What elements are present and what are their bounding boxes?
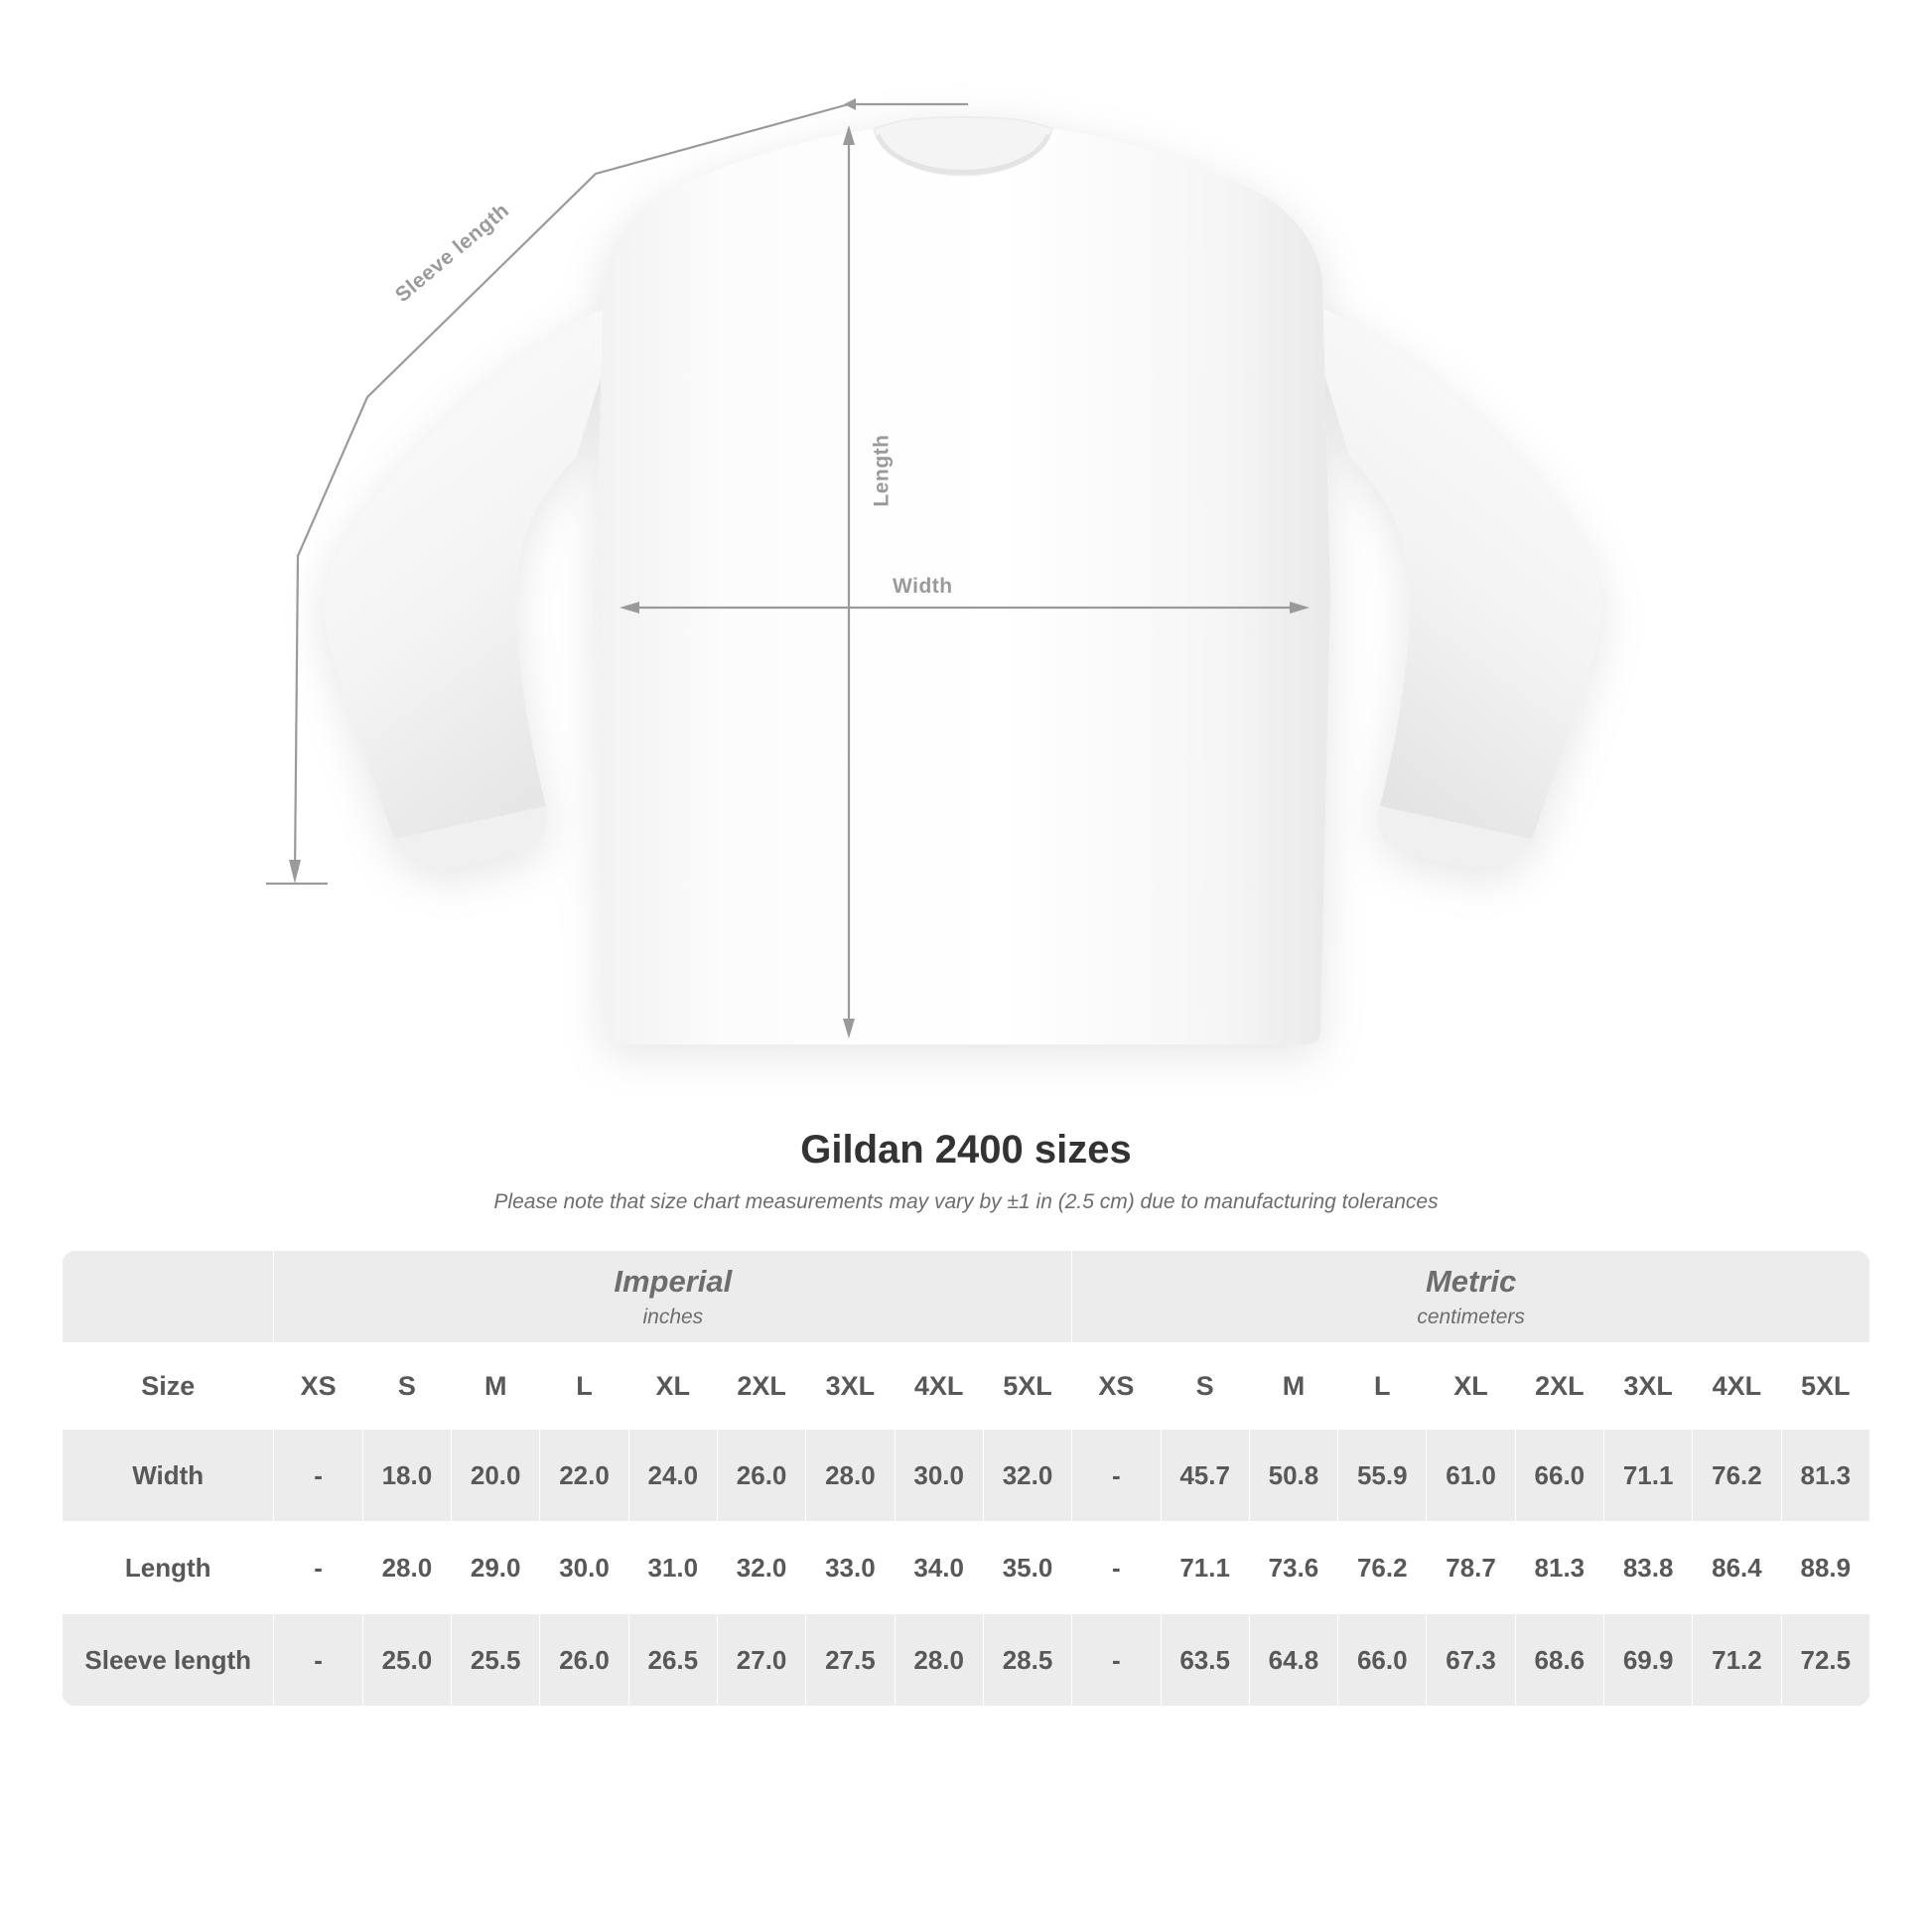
table-row bbox=[63, 1430, 1870, 1522]
size-col-imperial-xl: XL bbox=[628, 1343, 717, 1430]
sleeve-length-label: Sleeve length bbox=[390, 199, 514, 308]
tolerance-note: Please note that size chart measurements may vary by ±1 in (2.5 cm) due to manufacturing tolerances bbox=[493, 1190, 1439, 1213]
size-col-imperial-l: L bbox=[540, 1343, 628, 1430]
size-table-wrap bbox=[62, 1250, 1870, 1707]
size-table bbox=[62, 1250, 1870, 1707]
size-col-imperial-2xl: 2XL bbox=[717, 1343, 805, 1430]
cell-length-imperial-4xl: 34.0 bbox=[895, 1522, 983, 1614]
cell-length-imperial-3xl: 33.0 bbox=[806, 1522, 895, 1614]
cell-length-imperial-l: 30.0 bbox=[540, 1522, 628, 1614]
unit-metric-name: Metric bbox=[1425, 1264, 1517, 1299]
page-title: Gildan 2400 sizes bbox=[800, 1128, 1132, 1172]
cell-width-imperial-xs: - bbox=[274, 1430, 362, 1522]
cell-sleeve-metric-xl: 67.3 bbox=[1427, 1614, 1515, 1707]
size-col-metric-xs: XS bbox=[1072, 1343, 1161, 1430]
size-col-imperial-xs: XS bbox=[274, 1343, 362, 1430]
length-label: Length bbox=[870, 434, 894, 507]
row-label-width: Width bbox=[63, 1430, 274, 1522]
unit-group-metric bbox=[1072, 1251, 1870, 1343]
cell-length-metric-2xl: 81.3 bbox=[1515, 1522, 1603, 1614]
size-header-row bbox=[63, 1343, 1870, 1430]
cell-sleeve-metric-5xl: 72.5 bbox=[1781, 1614, 1869, 1707]
size-col-metric-s: S bbox=[1161, 1343, 1249, 1430]
cell-length-imperial-s: 28.0 bbox=[362, 1522, 451, 1614]
cell-length-imperial-2xl: 32.0 bbox=[717, 1522, 805, 1614]
cell-length-metric-xs: - bbox=[1072, 1522, 1161, 1614]
unit-group-imperial bbox=[274, 1251, 1072, 1343]
cell-sleeve-metric-2xl: 68.6 bbox=[1515, 1614, 1603, 1707]
cell-sleeve-imperial-s: 25.0 bbox=[362, 1614, 451, 1707]
cell-length-imperial-xl: 31.0 bbox=[628, 1522, 717, 1614]
cell-width-metric-2xl: 66.0 bbox=[1515, 1430, 1603, 1522]
cell-length-metric-5xl: 88.9 bbox=[1781, 1522, 1869, 1614]
cell-length-imperial-m: 29.0 bbox=[452, 1522, 540, 1614]
cell-width-imperial-xl: 24.0 bbox=[628, 1430, 717, 1522]
cell-width-imperial-5xl: 32.0 bbox=[983, 1430, 1071, 1522]
cell-sleeve-imperial-l: 26.0 bbox=[540, 1614, 628, 1707]
unit-imperial-sub: inches bbox=[642, 1306, 704, 1328]
cell-width-metric-5xl: 81.3 bbox=[1781, 1430, 1869, 1522]
cell-width-imperial-2xl: 26.0 bbox=[717, 1430, 805, 1522]
cell-sleeve-imperial-4xl: 28.0 bbox=[895, 1614, 983, 1707]
size-col-imperial-s: S bbox=[362, 1343, 451, 1430]
cell-width-metric-4xl: 76.2 bbox=[1693, 1430, 1781, 1522]
cell-sleeve-imperial-m: 25.5 bbox=[452, 1614, 540, 1707]
cell-length-metric-4xl: 86.4 bbox=[1693, 1522, 1781, 1614]
cell-sleeve-imperial-2xl: 27.0 bbox=[717, 1614, 805, 1707]
cell-width-metric-m: 50.8 bbox=[1249, 1430, 1337, 1522]
size-col-metric-5xl: 5XL bbox=[1781, 1343, 1869, 1430]
cell-length-metric-3xl: 83.8 bbox=[1603, 1522, 1692, 1614]
cell-sleeve-imperial-5xl: 28.5 bbox=[983, 1614, 1071, 1707]
table-row bbox=[63, 1522, 1870, 1614]
table-row bbox=[63, 1614, 1870, 1707]
size-col-imperial-3xl: 3XL bbox=[806, 1343, 895, 1430]
row-label-sleeve-length: Sleeve length bbox=[63, 1614, 274, 1707]
cell-sleeve-metric-s: 63.5 bbox=[1161, 1614, 1249, 1707]
cell-sleeve-metric-m: 64.8 bbox=[1249, 1614, 1337, 1707]
cell-length-metric-m: 73.6 bbox=[1249, 1522, 1337, 1614]
size-header-label: Size bbox=[63, 1343, 274, 1430]
cell-length-metric-xl: 78.7 bbox=[1427, 1522, 1515, 1614]
cell-sleeve-imperial-xl: 26.5 bbox=[628, 1614, 717, 1707]
size-col-metric-2xl: 2XL bbox=[1515, 1343, 1603, 1430]
cell-length-imperial-xs: - bbox=[274, 1522, 362, 1614]
cell-sleeve-metric-xs: - bbox=[1072, 1614, 1161, 1707]
size-col-imperial-5xl: 5XL bbox=[983, 1343, 1071, 1430]
cell-length-imperial-5xl: 35.0 bbox=[983, 1522, 1071, 1614]
size-col-metric-3xl: 3XL bbox=[1603, 1343, 1692, 1430]
title-block bbox=[0, 1128, 1932, 1214]
cell-width-metric-l: 55.9 bbox=[1338, 1430, 1427, 1522]
unit-metric-sub: centimeters bbox=[1417, 1306, 1525, 1328]
size-col-imperial-m: M bbox=[452, 1343, 540, 1430]
unit-header-row bbox=[63, 1251, 1870, 1343]
size-col-imperial-4xl: 4XL bbox=[895, 1343, 983, 1430]
width-label: Width bbox=[893, 575, 953, 598]
cell-sleeve-imperial-xs: - bbox=[274, 1614, 362, 1707]
cell-width-imperial-m: 20.0 bbox=[452, 1430, 540, 1522]
size-col-metric-xl: XL bbox=[1427, 1343, 1515, 1430]
size-col-metric-l: L bbox=[1338, 1343, 1427, 1430]
cell-width-metric-s: 45.7 bbox=[1161, 1430, 1249, 1522]
size-col-metric-4xl: 4XL bbox=[1693, 1343, 1781, 1430]
cell-width-imperial-l: 22.0 bbox=[540, 1430, 628, 1522]
table-corner bbox=[63, 1251, 274, 1343]
shirt-shape bbox=[324, 117, 1601, 1044]
cell-width-metric-xl: 61.0 bbox=[1427, 1430, 1515, 1522]
cell-width-imperial-4xl: 30.0 bbox=[895, 1430, 983, 1522]
cell-sleeve-metric-l: 66.0 bbox=[1338, 1614, 1427, 1707]
cell-length-metric-l: 76.2 bbox=[1338, 1522, 1427, 1614]
row-label-length: Length bbox=[63, 1522, 274, 1614]
cell-width-metric-xs: - bbox=[1072, 1430, 1161, 1522]
cell-sleeve-imperial-3xl: 27.5 bbox=[806, 1614, 895, 1707]
cell-width-imperial-3xl: 28.0 bbox=[806, 1430, 895, 1522]
cell-length-metric-s: 71.1 bbox=[1161, 1522, 1249, 1614]
cell-width-metric-3xl: 71.1 bbox=[1603, 1430, 1692, 1522]
cell-sleeve-metric-4xl: 71.2 bbox=[1693, 1614, 1781, 1707]
size-col-metric-m: M bbox=[1249, 1343, 1337, 1430]
cell-width-imperial-s: 18.0 bbox=[362, 1430, 451, 1522]
unit-imperial-name: Imperial bbox=[614, 1264, 733, 1299]
cell-sleeve-metric-3xl: 69.9 bbox=[1603, 1614, 1692, 1707]
